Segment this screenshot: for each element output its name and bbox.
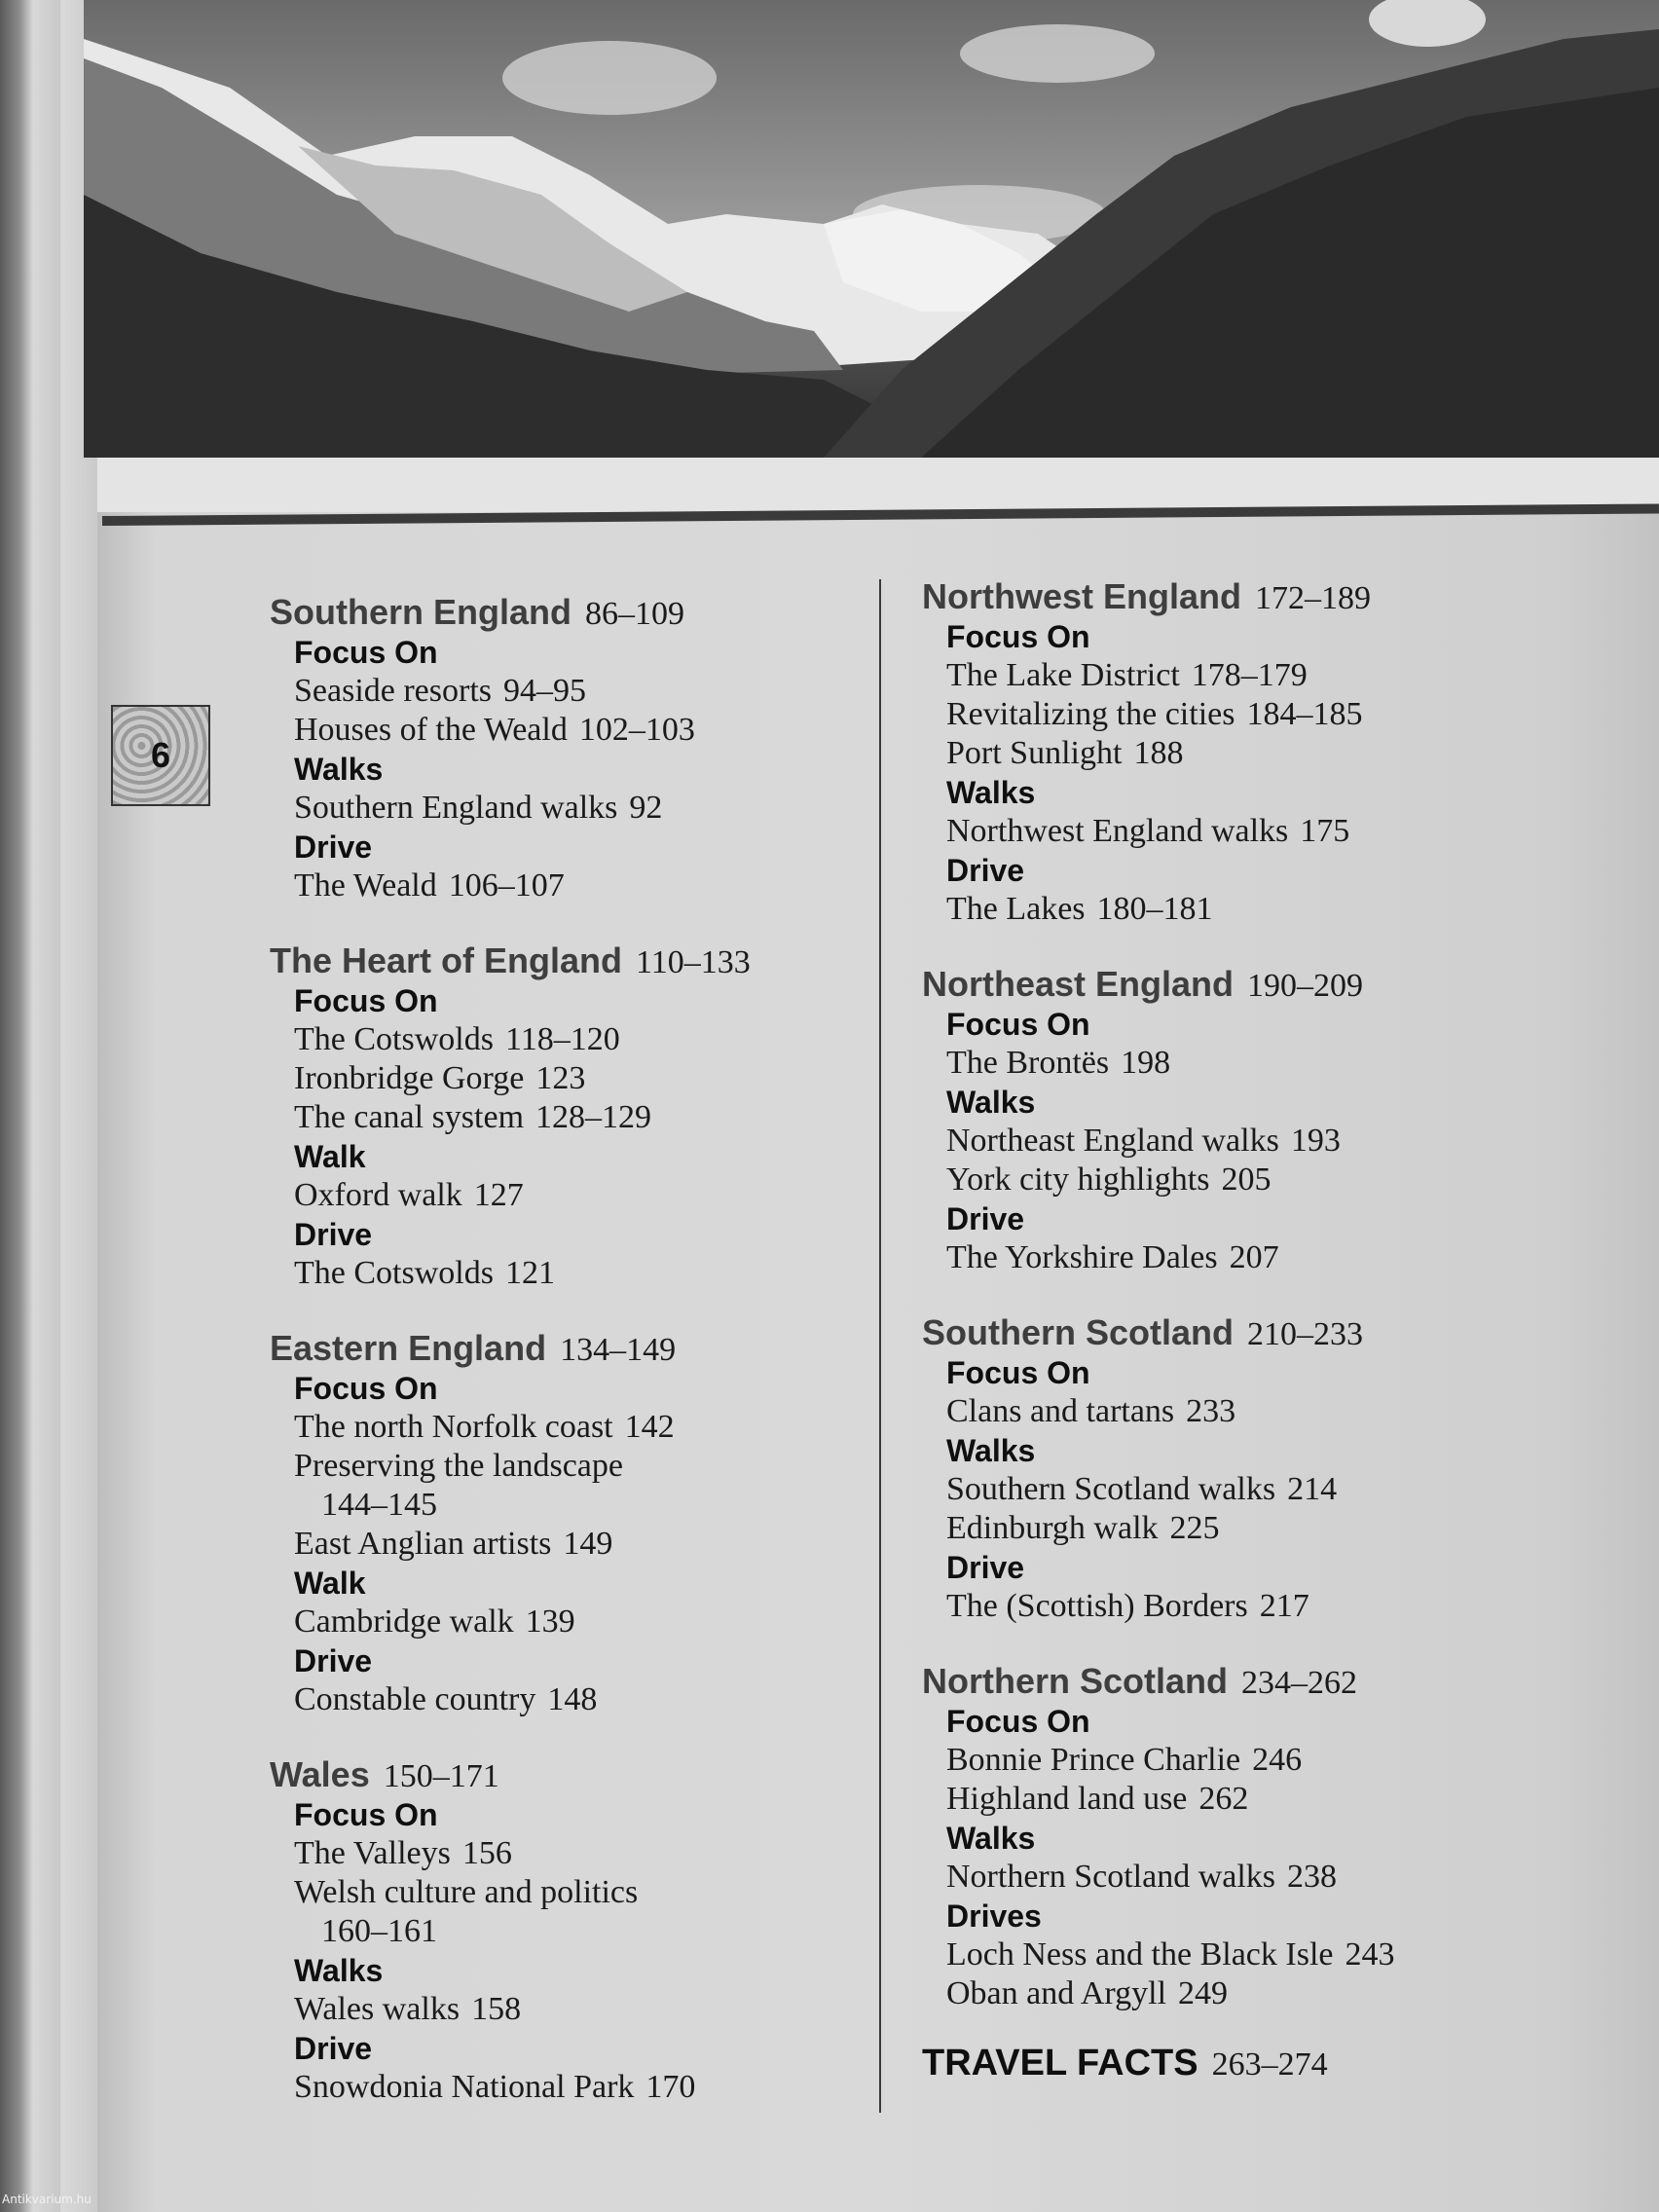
travel-facts-title: TRAVEL FACTS	[922, 2043, 1198, 2083]
entry-pages: 180–181	[1096, 891, 1213, 927]
toc-section	[270, 592, 1010, 905]
toc-entry[interactable]	[294, 1873, 1010, 1951]
toc-entry[interactable]	[946, 1936, 1659, 1974]
toc-entry[interactable]	[946, 1470, 1659, 1509]
travel-facts-pages: 263–274	[1211, 2046, 1328, 2083]
entry-title: Wales walks	[294, 1991, 461, 2027]
toc-section	[270, 1328, 1010, 1719]
toc-entry[interactable]	[294, 1254, 1010, 1293]
section-title: Northwest England	[922, 576, 1242, 616]
toc-entry[interactable]	[294, 1990, 1010, 2029]
section-title: Northeast England	[922, 964, 1235, 1004]
toc-section	[270, 1754, 1010, 2107]
subsection-heading: Focus On	[946, 1704, 1090, 1739]
toc-section	[922, 576, 1659, 929]
entry-pages: 156	[461, 1835, 512, 1871]
subsection-heading: Drive	[294, 1643, 373, 1678]
entry-pages: 118–120	[504, 1021, 620, 1057]
subsection-heading: Drive	[294, 2031, 373, 2066]
entry-title: The Cotswolds	[294, 1021, 494, 1057]
section-heading[interactable]	[922, 1661, 1659, 1702]
entry-title: Preserving the landscape	[294, 1448, 623, 1484]
entry-title: Oban and Argyll	[946, 1975, 1167, 2011]
entry-pages: 178–179	[1191, 657, 1308, 693]
section-title: Wales	[270, 1754, 370, 1794]
entry-pages: 217	[1259, 1588, 1309, 1624]
subsection-heading: Drives	[946, 1899, 1042, 1934]
section-pages: 190–209	[1247, 968, 1364, 1004]
section-heading[interactable]	[922, 576, 1659, 617]
entry-title: Ironbridge Gorge	[294, 1060, 525, 1096]
entry-pages: 207	[1229, 1239, 1279, 1275]
entry-pages: 170	[645, 2069, 696, 2105]
entry-pages: 139	[525, 1604, 575, 1640]
entry-pages: 158	[471, 1991, 522, 2027]
toc-entry[interactable]	[946, 1122, 1659, 1161]
subsection-heading: Focus On	[294, 635, 438, 670]
entry-title: Bonnie Prince Charlie	[946, 1742, 1241, 1778]
section-heading[interactable]	[922, 1312, 1659, 1353]
entry-pages: 238	[1287, 1859, 1338, 1895]
entry-pages: 127	[473, 1177, 524, 1213]
entry-title: The Weald	[294, 867, 437, 903]
toc-entry[interactable]	[946, 1587, 1659, 1626]
entry-pages: 175	[1300, 813, 1350, 849]
entry-pages: 92	[629, 790, 663, 826]
section-title: The Heart of England	[270, 940, 623, 980]
toc-entry[interactable]	[294, 1098, 1010, 1137]
section-title: Northern Scotland	[922, 1661, 1229, 1701]
entry-title: Seaside resorts	[294, 673, 493, 709]
entry-title: The north Norfolk coast	[294, 1409, 613, 1445]
entry-pages: 214	[1287, 1471, 1338, 1507]
entry-pages: 106–107	[448, 867, 565, 903]
toc-entry[interactable]	[946, 890, 1659, 929]
entry-title: Cambridge walk	[294, 1604, 514, 1640]
entry-title: Northeast England walks	[946, 1123, 1279, 1159]
entry-title: The Brontës	[946, 1045, 1110, 1081]
toc-section	[922, 964, 1659, 1277]
toc-section	[270, 940, 1010, 1293]
subsection-heading: Walks	[946, 775, 1036, 810]
subsection-heading: Walks	[294, 1953, 384, 1988]
section-heading[interactable]	[270, 1754, 1010, 1795]
toc-entry[interactable]	[946, 1238, 1659, 1277]
section-heading[interactable]	[270, 1328, 1010, 1369]
entry-pages: 225	[1169, 1510, 1220, 1546]
section-title: Southern England	[270, 592, 571, 632]
entry-pages: 128–129	[535, 1099, 652, 1135]
entry-title: The (Scottish) Borders	[946, 1588, 1248, 1624]
subsection-heading: Walks	[946, 1821, 1036, 1856]
entry-title: Loch Ness and the Black Isle	[946, 1936, 1334, 1972]
subsection-heading: Drive	[946, 1201, 1025, 1236]
entry-pages: 249	[1178, 1975, 1229, 2011]
toc-entry[interactable]	[946, 1780, 1659, 1819]
entry-title: The Cotswolds	[294, 1255, 494, 1291]
entry-pages: 198	[1121, 1045, 1171, 1081]
section-heading[interactable]	[922, 964, 1659, 1005]
section-pages: 150–171	[383, 1758, 499, 1794]
subsection-heading: Drive	[946, 1550, 1025, 1585]
subsection-heading: Focus On	[946, 1007, 1090, 1042]
entry-title: York city highlights	[946, 1161, 1210, 1198]
toc-entry[interactable]	[294, 1525, 1010, 1564]
toc-entry[interactable]	[946, 1858, 1659, 1897]
entry-title: Highland land use	[946, 1781, 1188, 1817]
entry-title: Northwest England walks	[946, 813, 1289, 849]
entry-pages: 94–95	[503, 673, 587, 709]
toc-entry[interactable]	[294, 711, 1010, 750]
toc-entry[interactable]	[294, 2068, 1010, 2107]
toc-entry[interactable]	[946, 1044, 1659, 1083]
toc-entry[interactable]	[294, 1603, 1010, 1641]
toc-entry[interactable]	[946, 1741, 1659, 1780]
section-pages: 210–233	[1247, 1316, 1364, 1352]
toc-entry[interactable]	[294, 672, 1010, 711]
subsection-heading: Focus On	[946, 1355, 1090, 1390]
subsection-heading: Focus On	[946, 619, 1090, 654]
entry-title: Southern Scotland walks	[946, 1471, 1276, 1507]
toc-entry[interactable]	[946, 1161, 1659, 1199]
toc-entry[interactable]	[946, 656, 1659, 695]
entry-title: Northern Scotland walks	[946, 1859, 1276, 1895]
entry-title: Welsh culture and politics	[294, 1874, 639, 1910]
toc-entry[interactable]	[294, 1176, 1010, 1215]
entry-title: Houses of the Weald	[294, 712, 568, 748]
section-title: Southern Scotland	[922, 1312, 1235, 1352]
entry-title: Revitalizing the cities	[946, 696, 1235, 732]
section-pages: 134–149	[560, 1332, 677, 1368]
entry-title: The Valleys	[294, 1835, 451, 1871]
toc-entry[interactable]	[294, 1680, 1010, 1719]
section-pages: 172–189	[1255, 580, 1372, 616]
section-pages: 86–109	[585, 596, 684, 632]
entry-title: Oxford walk	[294, 1177, 462, 1213]
travel-facts-heading[interactable]	[922, 2043, 1659, 2084]
subsection-heading: Focus On	[294, 1797, 438, 1832]
header-band	[97, 458, 1659, 512]
entry-pages: 142	[624, 1409, 675, 1445]
toc-entry[interactable]	[294, 1059, 1010, 1098]
mountain-photo	[84, 0, 1659, 458]
entry-pages: 123	[535, 1060, 586, 1096]
entry-title: Constable country	[294, 1681, 536, 1717]
toc-section	[922, 1312, 1659, 1626]
entry-title: Snowdonia National Park	[294, 2069, 635, 2105]
entry-pages: 262	[1198, 1781, 1249, 1817]
toc-entry[interactable]	[946, 1509, 1659, 1548]
toc-entry[interactable]	[294, 1447, 1010, 1525]
entry-title: The canal system	[294, 1099, 525, 1135]
entry-pages: 205	[1221, 1161, 1272, 1198]
toc-entry[interactable]	[946, 695, 1659, 734]
toc-entry[interactable]	[294, 1408, 1010, 1447]
entry-title: Port Sunlight	[946, 735, 1123, 771]
toc-entry[interactable]	[294, 1020, 1010, 1059]
section-heading[interactable]	[270, 592, 1010, 633]
entry-pages: 121	[504, 1255, 555, 1291]
entry-title: Southern England walks	[294, 790, 618, 826]
subsection-heading: Walks	[946, 1085, 1036, 1120]
left-column	[270, 592, 1010, 2142]
entry-pages: 144–145	[321, 1487, 437, 1523]
entry-pages: 149	[563, 1526, 613, 1562]
entry-pages: 193	[1290, 1123, 1341, 1159]
toc-entry[interactable]	[946, 1974, 1659, 2013]
entry-pages: 148	[547, 1681, 598, 1717]
watermark: Antikvarium.hu	[2, 2193, 92, 2206]
section-title: Eastern England	[270, 1328, 547, 1368]
toc-entry[interactable]	[294, 789, 1010, 828]
entry-pages: 188	[1133, 735, 1184, 771]
page-number: 6	[150, 735, 171, 775]
entry-title: The Yorkshire Dales	[946, 1239, 1218, 1275]
subsection-heading: Walks	[294, 752, 384, 787]
entry-pages: 233	[1186, 1393, 1236, 1429]
entry-pages: 160–161	[321, 1913, 437, 1949]
section-pages: 110–133	[636, 944, 751, 980]
entry-title: The Lakes	[946, 891, 1086, 927]
subsection-heading: Walks	[946, 1433, 1036, 1468]
entry-pages: 184–185	[1246, 696, 1363, 732]
section-pages: 234–262	[1241, 1665, 1358, 1701]
toc-entry[interactable]	[946, 734, 1659, 773]
toc-entry[interactable]	[294, 1834, 1010, 1873]
entry-title: Clans and tartans	[946, 1393, 1175, 1429]
subsection-heading: Drive	[946, 853, 1025, 888]
right-column	[922, 576, 1659, 2084]
toc-entry[interactable]	[946, 812, 1659, 851]
subsection-heading: Focus On	[294, 1371, 438, 1406]
entry-title: Edinburgh walk	[946, 1510, 1159, 1546]
entry-pages: 243	[1345, 1936, 1395, 1972]
entry-title: East Anglian artists	[294, 1526, 552, 1562]
entry-title: The Lake District	[946, 657, 1180, 693]
section-heading[interactable]	[270, 940, 1010, 981]
subsection-heading: Walk	[294, 1139, 366, 1174]
entry-pages: 246	[1252, 1742, 1303, 1778]
subsection-heading: Drive	[294, 830, 373, 865]
page-number-badge	[111, 705, 210, 806]
entry-pages: 102–103	[578, 712, 695, 748]
subsection-heading: Focus On	[294, 983, 438, 1018]
subsection-heading: Drive	[294, 1217, 373, 1252]
toc-section	[922, 1661, 1659, 2013]
toc-entry[interactable]	[294, 866, 1010, 905]
subsection-heading: Walk	[294, 1566, 366, 1601]
toc-entry[interactable]	[946, 1392, 1659, 1431]
